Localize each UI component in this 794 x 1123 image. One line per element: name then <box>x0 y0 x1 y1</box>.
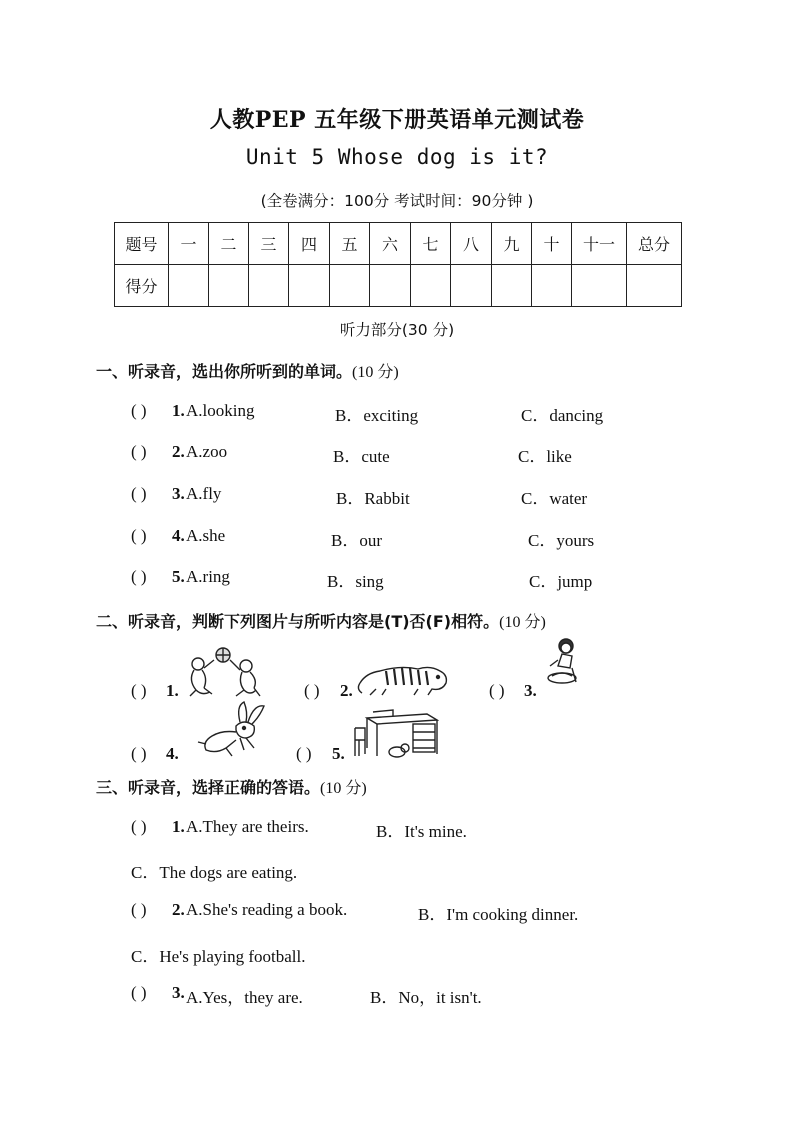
question-paren[interactable]: ( ) <box>296 744 312 763</box>
table-cell: 三 <box>249 223 289 265</box>
question-number: 4. <box>166 744 179 763</box>
option-c: C．The dogs are eating. <box>131 863 298 882</box>
question-number: 3. <box>172 484 185 503</box>
option-a: A.she <box>186 526 226 545</box>
table-cell: 得分 <box>115 265 169 307</box>
option-a: A.They are theirs. <box>186 817 309 836</box>
question-paren[interactable]: ( ) <box>131 983 147 1002</box>
option-a: A.fly <box>186 484 222 503</box>
listening-part-title: 听力部分(30 分) <box>339 321 455 339</box>
score-table-header-row <box>115 223 682 265</box>
question-number: 5. <box>332 744 345 763</box>
table-cell: 十 <box>532 223 572 265</box>
option-b: B．cute <box>333 447 390 466</box>
option-c: C．like <box>518 447 572 466</box>
table-cell: 七 <box>411 223 451 265</box>
score-entry-cell[interactable] <box>169 265 209 307</box>
question-paren[interactable]: ( ) <box>131 442 147 461</box>
question-paren[interactable]: ( ) <box>131 401 147 420</box>
question-paren[interactable]: ( ) <box>131 744 147 763</box>
option-a: A.ring <box>186 567 230 586</box>
question-number: 1. <box>172 817 185 836</box>
section-title: 一、听录音，选出你所听到的单词。 <box>96 362 353 381</box>
section-points: (10 分) <box>320 780 367 797</box>
score-entry-cell[interactable] <box>627 265 682 307</box>
section-title: 三、听录音，选择正确的答语。 <box>96 778 321 797</box>
option-b: B．exciting <box>335 406 419 425</box>
unit-subtitle: Unit 5 Whose dog is it? <box>245 145 549 169</box>
table-cell: 总分 <box>627 223 682 265</box>
section-1-heading <box>96 359 399 382</box>
people-with-ball-icon <box>184 646 262 698</box>
score-entry-cell[interactable] <box>572 265 627 307</box>
question-paren[interactable]: ( ) <box>131 526 147 545</box>
boy-at-table-icon <box>542 636 584 694</box>
option-b: B．I'm cooking dinner. <box>418 905 579 924</box>
question-paren[interactable]: ( ) <box>131 681 147 700</box>
score-table-score-row <box>115 265 682 307</box>
page-title: 人教PEP 五年级下册英语单元测试卷 <box>209 107 585 133</box>
section-points: (10 分) <box>352 364 399 381</box>
question-paren[interactable]: ( ) <box>131 484 147 503</box>
table-cell: 十一 <box>572 223 627 265</box>
question-number: 4. <box>172 526 185 545</box>
score-entry-cell[interactable] <box>209 265 249 307</box>
score-entry-cell[interactable] <box>532 265 572 307</box>
table-cell: 五 <box>330 223 370 265</box>
question-number: 1. <box>166 681 179 700</box>
rabbit-icon <box>196 700 268 758</box>
score-table <box>114 222 682 307</box>
question-paren[interactable]: ( ) <box>304 681 320 700</box>
tiger-icon <box>356 659 452 697</box>
question-paren[interactable]: ( ) <box>131 817 147 836</box>
question-paren[interactable]: ( ) <box>489 681 505 700</box>
option-a: A.looking <box>186 401 255 420</box>
question-number: 3. <box>524 681 537 700</box>
section-3-heading <box>96 775 367 798</box>
option-c: C．jump <box>529 572 593 591</box>
score-entry-cell[interactable] <box>411 265 451 307</box>
section-2-heading <box>96 609 546 632</box>
option-c: C．dancing <box>521 406 604 425</box>
option-a: A.Yes，they are. <box>186 988 303 1007</box>
option-b: B．It's mine. <box>376 822 467 841</box>
option-b: B．our <box>331 531 382 550</box>
table-cell: 二 <box>209 223 249 265</box>
option-a: A.zoo <box>186 442 228 461</box>
score-entry-cell[interactable] <box>330 265 370 307</box>
table-cell: 九 <box>492 223 532 265</box>
score-entry-cell[interactable] <box>492 265 532 307</box>
table-cell: 八 <box>451 223 492 265</box>
exam-info: (全卷满分：100分 考试时间：90分钟 ) <box>260 192 534 210</box>
question-number: 5. <box>172 567 185 586</box>
table-cell: 六 <box>370 223 411 265</box>
table-cell: 一 <box>169 223 209 265</box>
table-cell: 题号 <box>115 223 169 265</box>
desk-and-chair-icon <box>353 708 439 760</box>
score-entry-cell[interactable] <box>451 265 492 307</box>
option-c: C．He's playing football. <box>131 947 306 966</box>
option-c: C．yours <box>528 531 595 550</box>
question-number: 1. <box>172 401 185 420</box>
option-c: C．water <box>521 489 588 508</box>
score-entry-cell[interactable] <box>249 265 289 307</box>
section-title: 二、听录音，判断下列图片与所听内容是(T)否(F)相符。 <box>96 612 500 631</box>
question-paren[interactable]: ( ) <box>131 567 147 586</box>
question-paren[interactable]: ( ) <box>131 900 147 919</box>
question-number: 2. <box>172 900 185 919</box>
option-a: A.She's reading a book. <box>186 900 348 919</box>
question-number: 3. <box>172 983 185 1002</box>
question-number: 2. <box>340 681 353 700</box>
option-b: B．Rabbit <box>336 489 410 508</box>
score-entry-cell[interactable] <box>289 265 330 307</box>
section-points: (10 分) <box>499 614 546 631</box>
option-b: B．No，it isn't. <box>370 988 482 1007</box>
score-entry-cell[interactable] <box>370 265 411 307</box>
table-cell: 四 <box>289 223 330 265</box>
question-number: 2. <box>172 442 185 461</box>
option-b: B．sing <box>327 572 384 591</box>
